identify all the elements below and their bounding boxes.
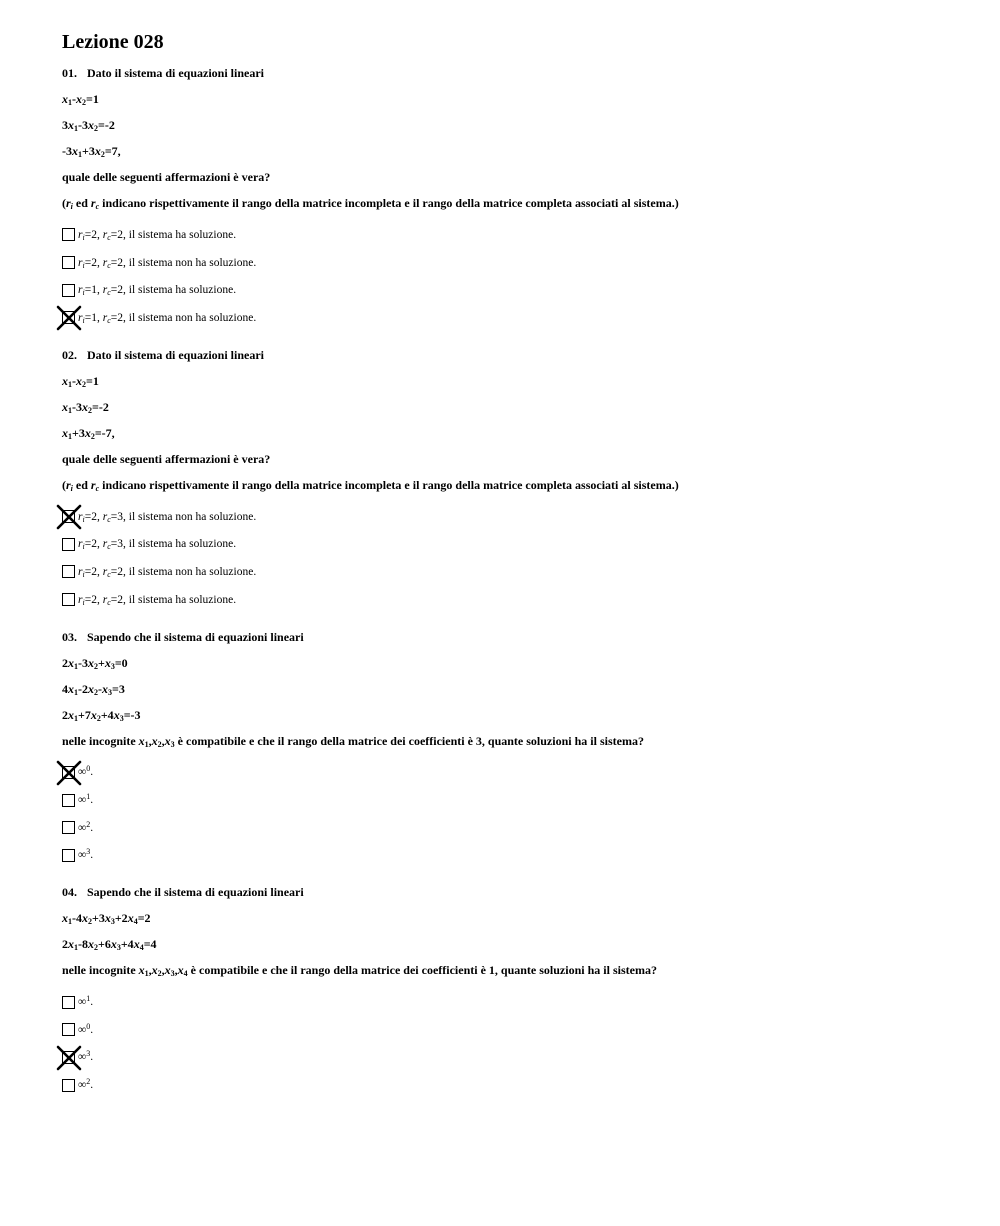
text-run: =1, xyxy=(84,311,103,324)
question-prompt: Sapendo che il sistema di equazioni lineari xyxy=(87,629,304,644)
text-run: =2, xyxy=(84,510,103,523)
text-run: x xyxy=(62,399,68,414)
checkbox-checked[interactable] xyxy=(62,766,75,779)
text-run: 1 xyxy=(68,405,72,415)
text-run: 3 xyxy=(62,118,68,132)
text-run: i xyxy=(82,514,85,524)
text-run: r xyxy=(102,510,108,523)
option-label xyxy=(78,284,236,296)
text-run: 3 xyxy=(116,943,121,953)
text-run: r xyxy=(102,228,108,241)
text-run: i xyxy=(82,232,85,242)
text-run: ( xyxy=(62,196,66,210)
text-run: i xyxy=(82,542,85,552)
text-run: r xyxy=(102,565,108,578)
option-label xyxy=(78,794,93,806)
checkbox[interactable] xyxy=(62,565,75,578)
text-run: , xyxy=(161,963,165,978)
text-run: c xyxy=(95,483,100,493)
text-run: 1 xyxy=(74,687,78,697)
question-line xyxy=(62,656,962,670)
question-line xyxy=(62,963,962,977)
text-run: r xyxy=(102,284,108,297)
text-run: c xyxy=(107,288,111,298)
text-run: . xyxy=(90,996,94,1009)
text-run: =-2 xyxy=(98,118,115,132)
question-list xyxy=(62,66,962,1099)
text-run: r xyxy=(66,196,71,210)
text-run: ( xyxy=(62,477,66,492)
text-run: 2 xyxy=(82,98,86,107)
text-run: =3, il sistema non ha soluzione. xyxy=(110,510,257,523)
text-run: . xyxy=(90,794,94,807)
checkbox[interactable] xyxy=(62,284,75,297)
question-number: 02. xyxy=(62,347,77,362)
text-run: =2, xyxy=(84,593,103,606)
text-run: r xyxy=(66,477,71,492)
answer-option[interactable] xyxy=(62,558,962,586)
text-run: ∞ xyxy=(78,996,87,1009)
question-line xyxy=(62,478,962,492)
text-run: i xyxy=(82,597,85,607)
text-run: +7 xyxy=(78,707,91,722)
text-run: 1 xyxy=(68,379,72,389)
text-run: x xyxy=(138,733,145,748)
answer-option[interactable] xyxy=(62,276,962,304)
answer-option[interactable] xyxy=(62,988,962,1016)
text-run: x xyxy=(68,655,74,670)
text-run: x xyxy=(113,707,120,722)
text-run: 2 xyxy=(90,431,95,441)
question-line xyxy=(62,426,962,440)
text-run: 2 xyxy=(157,739,162,749)
text-run: 3 xyxy=(110,917,115,927)
text-run: x xyxy=(72,144,78,158)
text-run: 1 xyxy=(144,969,149,979)
text-run: r xyxy=(78,228,83,241)
text-run: i xyxy=(82,288,85,298)
text-run: ∞ xyxy=(78,766,87,779)
question-4 xyxy=(62,885,962,1099)
text-run: x xyxy=(76,373,82,388)
checkbox-checked[interactable] xyxy=(62,1051,75,1064)
checkbox[interactable] xyxy=(62,538,75,551)
question-prompt: Sapendo che il sistema di equazioni lineari xyxy=(87,885,304,900)
text-run: x xyxy=(151,963,158,978)
checkbox[interactable] xyxy=(62,794,75,807)
answer-option[interactable] xyxy=(62,586,962,614)
text-run: 1 xyxy=(74,661,78,671)
text-run: r xyxy=(78,311,83,324)
text-run: r xyxy=(78,284,83,297)
text-run: =1 xyxy=(86,92,99,106)
text-run: x xyxy=(88,655,94,670)
question-number: 03. xyxy=(62,629,77,644)
text-run: r xyxy=(78,256,83,269)
question-line xyxy=(62,682,962,696)
text-run: =-2 xyxy=(92,399,109,414)
text-run: =1, xyxy=(84,284,103,297)
text-run: -3 xyxy=(62,144,72,158)
text-run: -4 xyxy=(72,911,82,926)
option-label xyxy=(78,312,256,324)
text-run: -3 xyxy=(78,655,88,670)
text-run: r xyxy=(90,477,96,492)
answer-option[interactable] xyxy=(62,814,962,842)
text-run: x xyxy=(90,707,97,722)
text-run: . xyxy=(90,849,94,862)
text-run: x xyxy=(88,937,94,952)
text-run: . xyxy=(90,1051,94,1064)
text-run: . xyxy=(90,1079,94,1092)
answer-options xyxy=(62,988,962,1099)
text-run: =7, xyxy=(104,144,121,158)
text-run: ∞ xyxy=(78,1051,87,1064)
text-run: =0 xyxy=(114,655,128,670)
text-run: 1 xyxy=(78,150,82,159)
text-run: 2 xyxy=(157,969,162,979)
text-run: r xyxy=(102,256,108,269)
text-run: 2 xyxy=(62,655,68,670)
text-run: nelle incognite xyxy=(62,733,139,748)
text-run: c xyxy=(95,202,100,211)
text-run: +3 xyxy=(82,144,95,158)
question-line xyxy=(62,374,962,388)
text-run: 1 xyxy=(74,124,78,133)
text-run: ∞ xyxy=(78,821,87,834)
option-label xyxy=(78,819,94,834)
question-3 xyxy=(62,630,962,870)
text-run: è compatibile e che il rango della matrice dei coefficienti è 1, quante soluzioni ha il sistema? xyxy=(187,963,657,978)
question-line xyxy=(62,400,962,414)
question-heading xyxy=(62,630,962,644)
checkbox[interactable] xyxy=(62,821,75,834)
text-run: +6 xyxy=(98,937,111,952)
text-run: r xyxy=(78,593,83,606)
text-run: 2 xyxy=(86,819,91,829)
text-run: =2, xyxy=(84,565,103,578)
text-run: -3 xyxy=(72,399,82,414)
question-line xyxy=(62,708,962,722)
text-run: =1 xyxy=(86,373,99,388)
question-line xyxy=(62,170,962,184)
text-run: i xyxy=(82,315,85,325)
text-run: x xyxy=(133,937,140,952)
checkbox[interactable] xyxy=(62,996,75,1009)
text-run: - xyxy=(72,373,76,388)
text-run: 1 xyxy=(74,713,78,723)
text-run: ∞ xyxy=(78,1023,87,1036)
text-run: 2 xyxy=(62,937,68,952)
checkbox[interactable] xyxy=(62,849,75,862)
question-heading xyxy=(62,66,962,80)
checkbox[interactable] xyxy=(62,228,75,241)
text-run: x xyxy=(151,733,158,748)
text-run: =2, xyxy=(84,256,103,269)
option-label xyxy=(78,257,256,269)
text-run: 1 xyxy=(86,994,91,1004)
text-run: =-3 xyxy=(123,707,141,722)
text-run: x xyxy=(62,373,68,388)
text-run: =3, il sistema ha soluzione. xyxy=(110,538,237,551)
text-run: =-7, xyxy=(94,425,115,440)
text-run: 3 xyxy=(108,687,112,697)
text-run: +3 xyxy=(92,911,105,926)
text-run: +3 xyxy=(72,425,85,440)
question-line xyxy=(62,452,962,466)
text-run: 4 xyxy=(133,917,138,927)
text-run: ∞ xyxy=(78,794,87,807)
text-run: =2, il sistema non ha soluzione. xyxy=(110,311,257,324)
text-run: c xyxy=(107,232,111,242)
question-number: 01. xyxy=(62,66,77,80)
answer-options xyxy=(62,759,962,870)
text-run: r xyxy=(102,311,108,324)
text-run: x xyxy=(68,118,74,132)
text-run: + xyxy=(98,655,105,670)
text-run: ∞ xyxy=(78,1079,87,1092)
answer-option[interactable] xyxy=(62,759,962,787)
text-run: 2 xyxy=(94,124,98,133)
checkbox[interactable] xyxy=(62,1079,75,1092)
text-run: 3 xyxy=(170,969,175,979)
option-label xyxy=(78,566,256,578)
option-label xyxy=(78,1021,94,1036)
text-run: =2, il sistema ha soluzione. xyxy=(110,284,237,297)
text-run: 2 xyxy=(94,943,98,953)
text-run: , xyxy=(174,963,178,978)
option-label xyxy=(78,511,256,523)
cross-mark-icon xyxy=(56,305,85,331)
option-label xyxy=(78,229,236,241)
question-prompt: Dato il sistema di equazioni lineari xyxy=(87,66,264,80)
text-run: - xyxy=(72,92,76,106)
question-line xyxy=(62,118,962,132)
text-run: 1 xyxy=(144,739,149,749)
question-line xyxy=(62,92,962,106)
text-run: -3 xyxy=(78,118,88,132)
cross-mark-icon xyxy=(56,504,85,530)
question-line xyxy=(62,734,962,748)
document-page xyxy=(62,30,962,1115)
text-run: c xyxy=(107,597,111,607)
text-run: c xyxy=(107,260,111,270)
checkbox-checked[interactable] xyxy=(62,311,75,324)
question-1 xyxy=(62,66,962,332)
option-label xyxy=(78,849,93,861)
text-run: 2 xyxy=(94,687,98,697)
text-run: =3 xyxy=(112,681,125,696)
text-run: 3 xyxy=(110,661,115,671)
cross-mark-icon xyxy=(56,760,82,786)
text-run: 2 xyxy=(86,1077,91,1087)
text-run: x xyxy=(62,425,68,440)
answer-options xyxy=(62,503,962,614)
text-run: =2, il sistema ha soluzione. xyxy=(110,228,237,241)
text-run: x xyxy=(82,911,88,926)
text-run: =4 xyxy=(143,937,157,952)
text-run: =2 xyxy=(137,911,151,926)
text-run: x xyxy=(110,937,117,952)
option-label xyxy=(78,996,93,1008)
text-run: 2 xyxy=(82,379,86,389)
text-run: x xyxy=(164,733,171,748)
text-run: x xyxy=(88,681,94,696)
text-run: x xyxy=(68,937,74,952)
text-run: =2, il sistema non ha soluzione. xyxy=(110,256,257,269)
text-run: 2 xyxy=(100,150,105,159)
text-run: x xyxy=(94,144,101,158)
answer-option[interactable] xyxy=(62,530,962,558)
text-run: x xyxy=(177,963,184,978)
text-run: i xyxy=(70,483,73,493)
text-run: 3 xyxy=(119,713,124,723)
text-run: x xyxy=(88,118,94,132)
text-run: 1 xyxy=(86,792,91,802)
text-run: . xyxy=(90,821,94,834)
text-run: r xyxy=(78,538,83,551)
text-run: c xyxy=(107,569,111,579)
text-run: 2 xyxy=(62,707,68,722)
question-line xyxy=(62,937,962,951)
text-run: ed xyxy=(72,477,91,492)
answer-option[interactable] xyxy=(62,304,962,332)
question-line xyxy=(62,144,962,158)
text-run: +2 xyxy=(114,911,128,926)
text-run: , xyxy=(148,733,152,748)
text-run: è compatibile e che il rango della matrice dei coefficienti è 3, quante soluzioni ha il sistema? xyxy=(174,733,644,748)
text-run: x xyxy=(164,963,171,978)
text-run: i xyxy=(82,569,85,579)
text-run: 3 xyxy=(86,1049,91,1059)
answer-option[interactable] xyxy=(62,1016,962,1044)
text-run: i xyxy=(70,202,73,211)
text-run: x xyxy=(68,707,74,722)
question-prompt: Dato il sistema di equazioni lineari xyxy=(87,347,264,362)
text-run: x xyxy=(84,425,91,440)
question-number: 04. xyxy=(62,885,77,900)
text-run: x xyxy=(127,911,134,926)
text-run: r xyxy=(102,538,108,551)
answer-option[interactable] xyxy=(62,786,962,814)
question-line xyxy=(62,911,962,925)
text-run: 1 xyxy=(68,431,72,441)
option-label xyxy=(78,594,236,606)
text-run: 3 xyxy=(86,847,91,857)
text-run: 2 xyxy=(96,713,101,723)
text-run: , xyxy=(161,733,165,748)
text-run: ∞ xyxy=(78,849,87,862)
text-run: quale delle seguenti affermazioni è vera? xyxy=(62,170,271,184)
text-run: 4 xyxy=(139,943,144,953)
text-run: r xyxy=(78,565,83,578)
text-run: +4 xyxy=(100,707,114,722)
text-run: 4 xyxy=(183,969,188,979)
answer-option[interactable] xyxy=(62,221,962,249)
checkbox[interactable] xyxy=(62,1023,75,1036)
text-run: . xyxy=(90,766,94,779)
text-run: 2 xyxy=(88,405,92,415)
answer-option[interactable] xyxy=(62,842,962,870)
text-run: indicano rispettivamente il rango della matrice incompleta e il rango della matrice completa associati al sistema.) xyxy=(99,196,679,210)
text-run: ed xyxy=(72,196,91,210)
text-run: 1 xyxy=(68,917,72,927)
text-run: 0 xyxy=(86,1021,91,1031)
text-run: c xyxy=(107,514,111,524)
text-run: -8 xyxy=(78,937,88,952)
answer-option[interactable] xyxy=(62,1044,962,1072)
text-run: 1 xyxy=(68,98,72,107)
text-run: nelle incognite xyxy=(62,963,139,978)
text-run: 4 xyxy=(62,681,68,696)
text-run: =2, il sistema ha soluzione. xyxy=(110,593,237,606)
answer-option[interactable] xyxy=(62,503,962,531)
cross-mark-icon xyxy=(56,1045,82,1071)
question-heading xyxy=(62,348,962,362)
text-run: =2, xyxy=(84,228,103,241)
question-line xyxy=(62,196,962,210)
text-run: =2, il sistema non ha soluzione. xyxy=(110,565,257,578)
option-label xyxy=(78,538,236,550)
text-run: r xyxy=(78,510,83,523)
text-run: x xyxy=(104,911,111,926)
checkbox[interactable] xyxy=(62,593,75,606)
text-run: x xyxy=(62,92,68,106)
text-run: i xyxy=(82,260,85,270)
checkbox[interactable] xyxy=(62,256,75,269)
text-run: , xyxy=(148,963,152,978)
question-2 xyxy=(62,348,962,614)
text-run: quale delle seguenti affermazioni è vera? xyxy=(62,451,271,466)
text-run: 1 xyxy=(74,943,78,953)
text-run: x xyxy=(104,655,111,670)
text-run: - xyxy=(98,681,102,696)
text-run: c xyxy=(107,315,111,325)
text-run: . xyxy=(90,1023,94,1036)
text-run: r xyxy=(90,196,96,210)
lesson-title: Lezione 028 xyxy=(62,31,164,53)
text-run: -2 xyxy=(78,681,88,696)
text-run: x xyxy=(68,681,74,696)
text-run: indicano rispettivamente il rango della matrice incompleta e il rango della matrice completa associati al sistema.) xyxy=(99,477,679,492)
answer-option[interactable] xyxy=(62,249,962,277)
text-run: 3 xyxy=(170,739,175,749)
text-run: 2 xyxy=(94,661,98,671)
checkbox-checked[interactable] xyxy=(62,510,75,523)
text-run: x xyxy=(82,399,88,414)
answer-options xyxy=(62,221,962,332)
text-run: c xyxy=(107,542,111,552)
text-run: 0 xyxy=(86,764,91,774)
text-run: r xyxy=(102,593,108,606)
text-run: x xyxy=(138,963,145,978)
text-run: x xyxy=(102,681,108,696)
text-run: 2 xyxy=(88,917,92,927)
text-run: =2, xyxy=(84,538,103,551)
text-run: +4 xyxy=(120,937,134,952)
question-heading xyxy=(62,885,962,899)
text-run: x xyxy=(76,92,82,106)
text-run: x xyxy=(62,911,68,926)
answer-option[interactable] xyxy=(62,1071,962,1099)
option-label xyxy=(78,1079,93,1091)
